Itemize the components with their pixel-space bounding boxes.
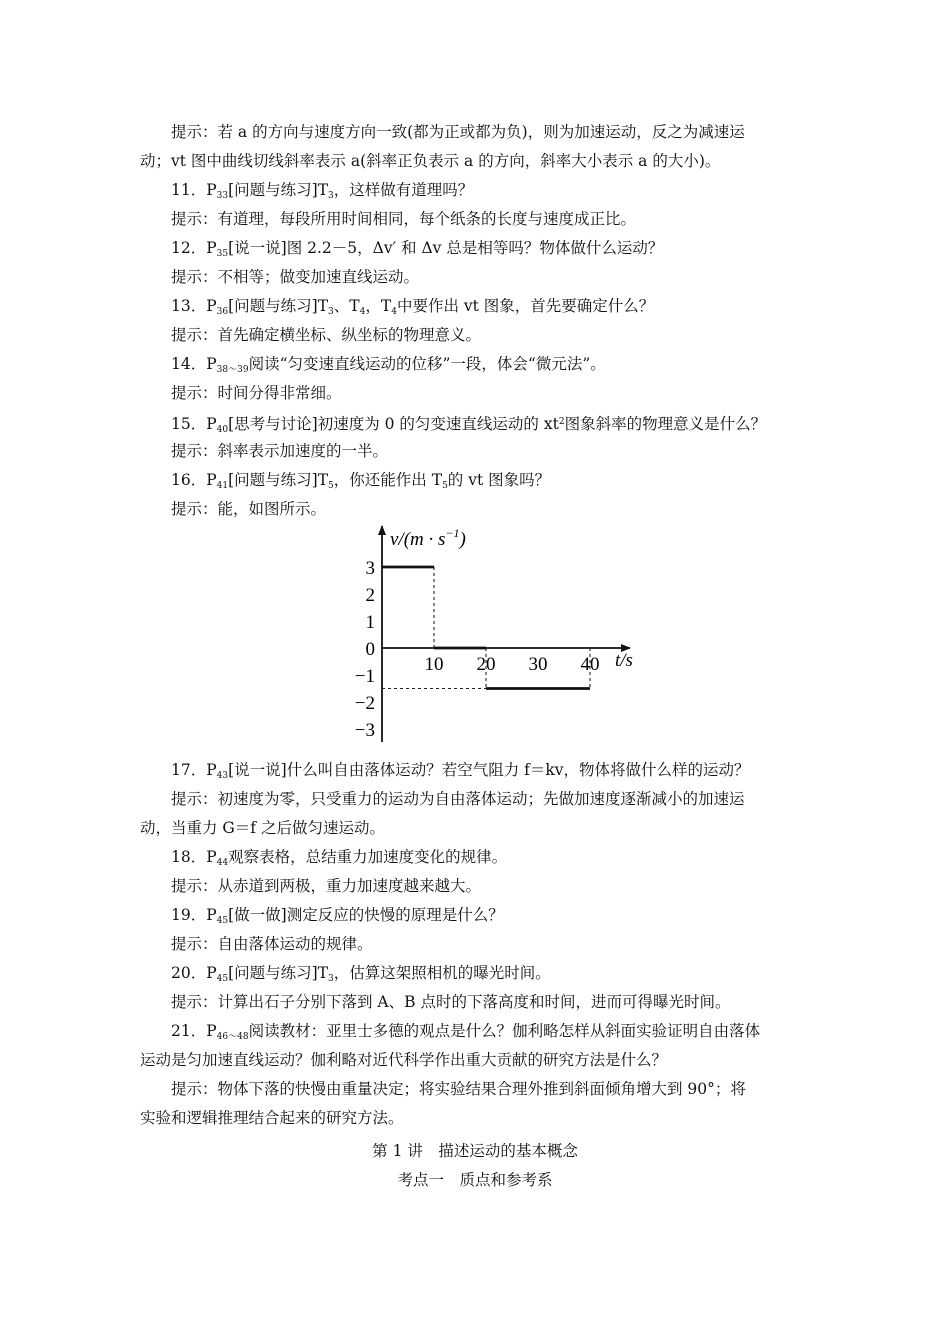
- hint-17-line2: 动，当重力 G＝f 之后做匀速运动。: [140, 819, 385, 837]
- y-tick-label: 0: [365, 639, 375, 660]
- text-block-lower: [140, 756, 820, 1133]
- vt-graph: [330, 512, 655, 752]
- question-18: 18．$P_{44}$观察表格，总结重力加速度变化的规律。: [171, 848, 508, 868]
- x-tick-label: 30: [528, 654, 548, 675]
- y-axis-label: $v/(m \cdot s^{-1})$: [390, 526, 466, 550]
- y-tick-label: −1: [354, 666, 375, 687]
- hint-19: 提示：自由落体运动的规律。: [171, 935, 373, 953]
- question-13: 13．$P_{36}$[问题与练习]$T_3$、$T_4$，$T_4$中要作出 vt 图象，首先要确定什么？: [171, 297, 655, 317]
- y-tick-label: −3: [354, 720, 375, 741]
- hint-17-line1: 提示：初速度为零，只受重力的运动为自由落体运动；先做加速度逐渐减小的加速运: [171, 790, 745, 808]
- question-17: 17．$P_{43}$[说一说]什么叫自由落体运动？若空气阻力 f＝kv，物体将做什么样的运动？: [171, 761, 750, 781]
- hint-10-line1: 提示：若 a 的方向与速度方向一致(都为正或都为负)，则为加速运动，反之为减速运: [171, 123, 745, 141]
- hint-15: 提示：斜率表示加速度的一半。: [171, 442, 389, 460]
- question-12: 12．$P_{35}$[说一说]图 2.2－5，Δv′ 和 Δv 总是相等吗？物体做什么运动？: [171, 239, 664, 259]
- hint-14: 提示：时间分得非常细。: [171, 384, 342, 402]
- question-21-line2: 运动是匀加速直线运动？伽利略对近代科学作出重大贡献的研究方法是什么？: [140, 1051, 668, 1069]
- text-block-upper: [140, 118, 820, 524]
- x-tick-label: 20: [476, 654, 496, 675]
- y-tick-label: −2: [354, 693, 375, 714]
- x-axis-label: t/s: [615, 650, 633, 671]
- hint-11: 提示：有道理，每段所用时间相同，每个纸条的长度与速度成正比。: [171, 210, 637, 228]
- hint-10-line2: 动；vt 图中曲线切线斜率表示 a(斜率正负表示 a 的方向，斜率大小表示 a 的大小)。: [140, 152, 721, 170]
- question-19: 19．$P_{45}$[做一做]测定反应的快慢的原理是什么？: [171, 906, 504, 926]
- vt-graph-svg: [330, 512, 655, 752]
- y-tick-label: 2: [365, 585, 375, 606]
- y-tick-label: 3: [365, 558, 375, 579]
- x-tick-label: 40: [580, 654, 600, 675]
- question-20: 20．$P_{45}$[问题与练习]$T_3$，估算这架照相机的曝光时间。: [171, 964, 551, 984]
- question-21-line1: 21．$P_{46\sim 48}$阅读教材：亚里士多德的观点是什么？伽利略怎样从斜面实验证明自由落体: [171, 1022, 761, 1042]
- hint-13: 提示：首先确定横坐标、纵坐标的物理意义。: [171, 326, 482, 344]
- question-11: 11．$P_{33}$[问题与练习]$T_3$，这样做有道理吗？: [171, 181, 474, 201]
- topic-heading: 考点一 质点和参考系: [397, 1171, 553, 1189]
- y-tick-label: 1: [365, 612, 375, 633]
- x-tick-label: 10: [424, 654, 444, 675]
- hint-21-line1: 提示：物体下落的快慢由重量决定；将实验结果合理外推到斜面倾角增大到 90°；将: [171, 1080, 746, 1098]
- question-16: 16．$P_{41}$[问题与练习]$T_5$，你还能作出 $T_5$的 vt 图象吗？: [171, 471, 551, 491]
- hint-20: 提示：计算出石子分别下落到 A、B 点时的下落高度和时间，进而可得曝光时间。: [171, 993, 731, 1011]
- hint-12: 提示：不相等；做变加速直线运动。: [171, 268, 420, 286]
- hint-21-line2: 实验和逻辑推理结合起来的研究方法。: [140, 1109, 404, 1127]
- hint-16: 提示：能，如图所示。: [171, 500, 327, 518]
- question-15: 15．$P_{40}$[思考与讨论]初速度为 0 的匀变速直线运动的 $xt^2$图象斜率的物理意义是什么？: [171, 415, 767, 435]
- lecture-heading: 第 1 讲 描述运动的基本概念: [372, 1142, 578, 1160]
- hint-18: 提示：从赤道到两极，重力加速度越来越大。: [171, 877, 482, 895]
- question-14: 14．$P_{38\sim 39}$阅读“匀变速直线运动的位移”一段，体会“微元法”。: [171, 355, 606, 375]
